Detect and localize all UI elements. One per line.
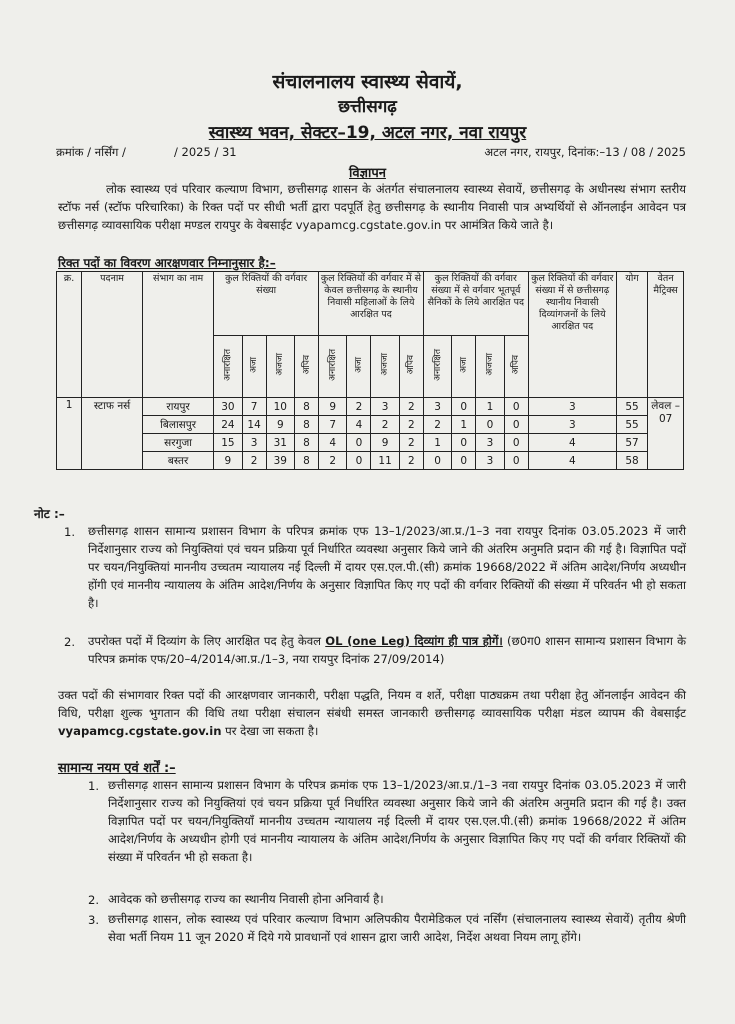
- table-title: रिक्त पदों का विवरण आरक्षणवार निम्नानुसार है:–: [58, 256, 276, 270]
- cell: 7: [319, 416, 347, 434]
- issue-date: अटल नगर, रायपुर, दिनांक:–13 / 08 / 2025: [484, 145, 686, 159]
- cell: 2: [399, 434, 423, 452]
- header-women: कुल रिक्तियों की वर्गवार में से केवल छत्तीसगढ़ के स्थानीय निवासी महिलाओं के लिये आरक्षित पद: [319, 272, 424, 336]
- cell: 0: [423, 452, 451, 470]
- cell: 0: [504, 416, 528, 434]
- cell: 0: [504, 398, 528, 416]
- info-text: पर देखा जा सकता है।: [221, 724, 319, 738]
- cell: 55: [616, 398, 647, 416]
- note-item-2: [88, 632, 686, 668]
- row-post: स्टाफ नर्स: [82, 398, 143, 470]
- note-emphasis: OL (one Leg) दिव्यांग ही पात्र होगें।: [325, 634, 503, 648]
- table-row: [57, 416, 684, 434]
- cell: 0: [504, 452, 528, 470]
- note-text: (छ0ग0 शासन सामान्य प्रशासन विभाग के परिपत्र क्रमांक एफ/20–4/2014/आ.प्र./1–3, नया रायपुर दिनांक 27/09/2014): [88, 634, 686, 666]
- note-text: उपरोक्त पदों में दिव्यांग के लिए आरक्षित पद हेतु केवल: [88, 634, 326, 648]
- notice-title: विज्ञापन: [349, 166, 386, 181]
- cell: 58: [616, 452, 647, 470]
- condition-number: 2.: [88, 893, 100, 907]
- row-division: बस्तर: [142, 452, 213, 470]
- sub-sc: अजा: [458, 356, 469, 373]
- cell: 0: [452, 452, 476, 470]
- cell: 2: [371, 416, 399, 434]
- row-division: सरगुजा: [142, 434, 213, 452]
- cell: 0: [504, 434, 528, 452]
- cell: 2: [423, 416, 451, 434]
- sub-unreserved: अनारक्षित: [327, 348, 338, 381]
- general-conditions-heading: सामान्य नयम एवं शर्तें :–: [58, 761, 176, 776]
- cell: 0: [476, 416, 504, 434]
- sub-unreserved: अनारक्षित: [432, 348, 443, 381]
- cell: 9: [266, 416, 294, 434]
- table-row: [57, 434, 684, 452]
- cell: 9: [319, 398, 347, 416]
- cell: 3: [242, 434, 266, 452]
- info-text: उक्त पदों की संभागवार रिक्त पदों की आरक्षणवार जानकारी, परीक्षा पद्धति, नियम व शर्ते, परीक्षा पाठ्यक्रम तथा परीक्षा हेतु ऑनलाईन आवेदन की विधि, परीक्षा शुल्क भुगतान की विधि तथा परीक्षा संचालन संबंधी समस्त जानकारी छत्तीसगढ़ व्यावसायिक परीक्षा मंडल व्यापम की वेबसाईट: [58, 688, 686, 720]
- cell: 0: [347, 452, 371, 470]
- cell: 4: [319, 434, 347, 452]
- note-number: 2.: [64, 635, 76, 649]
- cell: 3: [476, 434, 504, 452]
- cell: 2: [347, 398, 371, 416]
- reference-number: क्रमांक / नर्सिंग /: [56, 145, 126, 159]
- cell: 2: [399, 398, 423, 416]
- header-division: संभाग का नाम: [142, 272, 213, 398]
- sub-st: अजजा: [380, 353, 391, 376]
- info-paragraph: [58, 686, 686, 740]
- cell: 3: [371, 398, 399, 416]
- header-total: कुल रिक्तियों की वर्गवार संख्या: [214, 272, 319, 336]
- cell: 8: [294, 416, 318, 434]
- cell: 15: [214, 434, 242, 452]
- sub-obc: अपिव: [406, 354, 417, 375]
- condition-item-1: छत्तीसगढ़ शासन सामान्य प्रशासन विभाग के परिपत्र क्रमांक एफ 13–1/2023/आ.प्र./1–3 नवा रायपुर दिनांक 03.05.2023 में जारी निर्देशानुसार राज्य को नियुक्तियां एवं चयन प्रक्रिया पूर्व निर्धारित व्यवस्था अनुसार किये जाने की अंतरिम अनुमति प्रदान की गई है। उक्त विज्ञापित पदों पर चयन/नियुक्तियाँ माननीय उच्चतम न्यायालय नई दिल्ली में दायर एस.एल.पी.(सी) क्रमांक 19668/2022 में अंतिम आदेश/निर्णय के अध्यधीन होगी एवं माननीय न्यायालय के अंतिम आदेश/निर्णय के अनुसार विज्ञापित किए गए पदों की वर्गवार रिक्तियों की संख्या में परिवर्तन भी हो सकता है।: [108, 778, 686, 864]
- header-post: पदनाम: [82, 272, 143, 398]
- cell: 2: [242, 452, 266, 470]
- note-item-1: छत्तीसगढ़ शासन सामान्य प्रशासन विभाग के परिपत्र क्रमांक एफ 13–1/2023/आ.प्र./1–3 नवा रायपुर दिनांक 03.05.2023 में जारी निर्देशानुसार राज्य को नियुक्तियां एवं चयन प्रक्रिया पूर्व निर्धारित व्यवस्था अनुसार किये जाने की अंतरिम अनुमति प्रदान की गई है। विज्ञापित पदों पर चयन/नियुक्तियां माननीय उच्चतम न्यायालय नई दिल्ली में दायर एस.एल.पी.(सी) क्रमांक 19668/2022 में अंतिम आदेश/निर्णय अध्यधीन होंगी एवं माननीय न्यायालय के अंतिम आदेश/निर्णय के अनुसार विज्ञापित किए गए पदों की वर्गवार रिक्तियों की संख्या में परिवर्तन भी हो सकता है।: [88, 524, 686, 610]
- cell: 4: [528, 452, 616, 470]
- intro-paragraph: लोक स्वास्थ्य एवं परिवार कल्याण विभाग, छत्तीसगढ़ शासन के अंतर्गत संचालनालय स्वास्थ्य सेवायें, छत्तीसगढ़ के अधीनस्थ संभाग स्तरीय स्टॉफ नर्स (स्टॉफ परिचारिका) के रिक्त पदों पर सीधी भर्ती द्वारा पदपूर्ति हेतु छत्तीसगढ़ के स्थानीय निवासी पात्र अभ्यर्थियों से ऑनलाईन आवेदन पत्र छत्तीसगढ़ व्यावसायिक परीक्षा मण्डल रायपुर के वेबसाईट vyapamcg.cgstate.gov.in पर आमंत्रित किये जाते है।: [58, 182, 686, 232]
- row-division: बिलासपुर: [142, 416, 213, 434]
- condition-item-3: छत्तीसगढ़ शासन, लोक स्वास्थ्य एवं परिवार कल्याण विभाग अलिपकीय पैरामेडिकल एवं नर्सिंग (संचालनालय स्वास्थ्य सेवायें) तृतीय श्रेणी सेवा भर्ती नियम 11 जून 2020 में दिये गये प्रावधानों एवं शासन द्वारा जारी आदेश, निर्देश अथवा नियम लागू होंगे।: [108, 912, 686, 944]
- header-sum: योग: [616, 272, 647, 398]
- cell: 30: [214, 398, 242, 416]
- sub-st: अजजा: [275, 353, 286, 376]
- sub-st: अजजा: [484, 353, 495, 376]
- cell: 1: [423, 434, 451, 452]
- cell: 2: [319, 452, 347, 470]
- cell: 2: [399, 452, 423, 470]
- table-row: [57, 452, 684, 470]
- sub-obc: अपिव: [511, 354, 522, 375]
- cell: 39: [266, 452, 294, 470]
- note-heading: नोट :–: [34, 507, 65, 521]
- cell: 3: [528, 398, 616, 416]
- header-disabled: कुल रिक्तियों की वर्गवार संख्या में से छत्तीसगढ़ स्थानीय निवासी दिव्यांगजनों के लिये आरक्षित पद: [528, 272, 616, 398]
- header-sno: क्र.: [57, 272, 82, 398]
- sub-sc: अजा: [353, 356, 364, 373]
- vacancy-table: [56, 271, 684, 470]
- cell: 1: [476, 398, 504, 416]
- cell: 55: [616, 416, 647, 434]
- reference-year: / 2025 / 31: [174, 145, 237, 159]
- row-pay: लेवल –07: [648, 398, 684, 470]
- sub-unreserved: अनारक्षित: [222, 348, 233, 381]
- sub-obc: अपिव: [301, 354, 312, 375]
- department-title: संचालनालय स्वास्थ्य सेवायें,: [272, 71, 463, 93]
- condition-number: 3.: [88, 913, 100, 927]
- state-title: छत्तीसगढ़: [338, 97, 397, 117]
- condition-number: 1.: [88, 779, 100, 793]
- cell: 24: [214, 416, 242, 434]
- cell: 3: [476, 452, 504, 470]
- website-link: vyapamcg.cgstate.gov.in: [58, 724, 222, 738]
- cell: 4: [528, 434, 616, 452]
- cell: 2: [399, 416, 423, 434]
- cell: 11: [371, 452, 399, 470]
- sub-sc: अजा: [249, 356, 260, 373]
- header-pay: वेतन मैट्रिक्स: [648, 272, 684, 398]
- cell: 9: [371, 434, 399, 452]
- cell: 14: [242, 416, 266, 434]
- cell: 7: [242, 398, 266, 416]
- cell: 8: [294, 398, 318, 416]
- cell: 8: [294, 434, 318, 452]
- cell: 57: [616, 434, 647, 452]
- table-row: [57, 398, 684, 416]
- cell: 3: [423, 398, 451, 416]
- header-exserviceman: कुल रिक्तियों की वर्गवार संख्या में से वर्गवार भूतपूर्व सैनिकों के लिये आरक्षित पद: [423, 272, 528, 336]
- cell: 31: [266, 434, 294, 452]
- cell: 0: [452, 398, 476, 416]
- cell: 3: [528, 416, 616, 434]
- cell: 1: [452, 416, 476, 434]
- row-division: रायपुर: [142, 398, 213, 416]
- cell: 0: [452, 434, 476, 452]
- row-sno: 1: [57, 398, 82, 470]
- cell: 9: [214, 452, 242, 470]
- cell: 10: [266, 398, 294, 416]
- office-address: स्वास्थ्य भवन, सेक्टर–19, अटल नगर, नवा रायपुर: [208, 123, 527, 143]
- cell: 0: [347, 434, 371, 452]
- cell: 8: [294, 452, 318, 470]
- cell: 4: [347, 416, 371, 434]
- note-number: 1.: [64, 525, 76, 539]
- condition-item-2: आवेदक को छत्तीसगढ़ राज्य का स्थानीय निवासी होना अनिवार्य है।: [108, 892, 384, 906]
